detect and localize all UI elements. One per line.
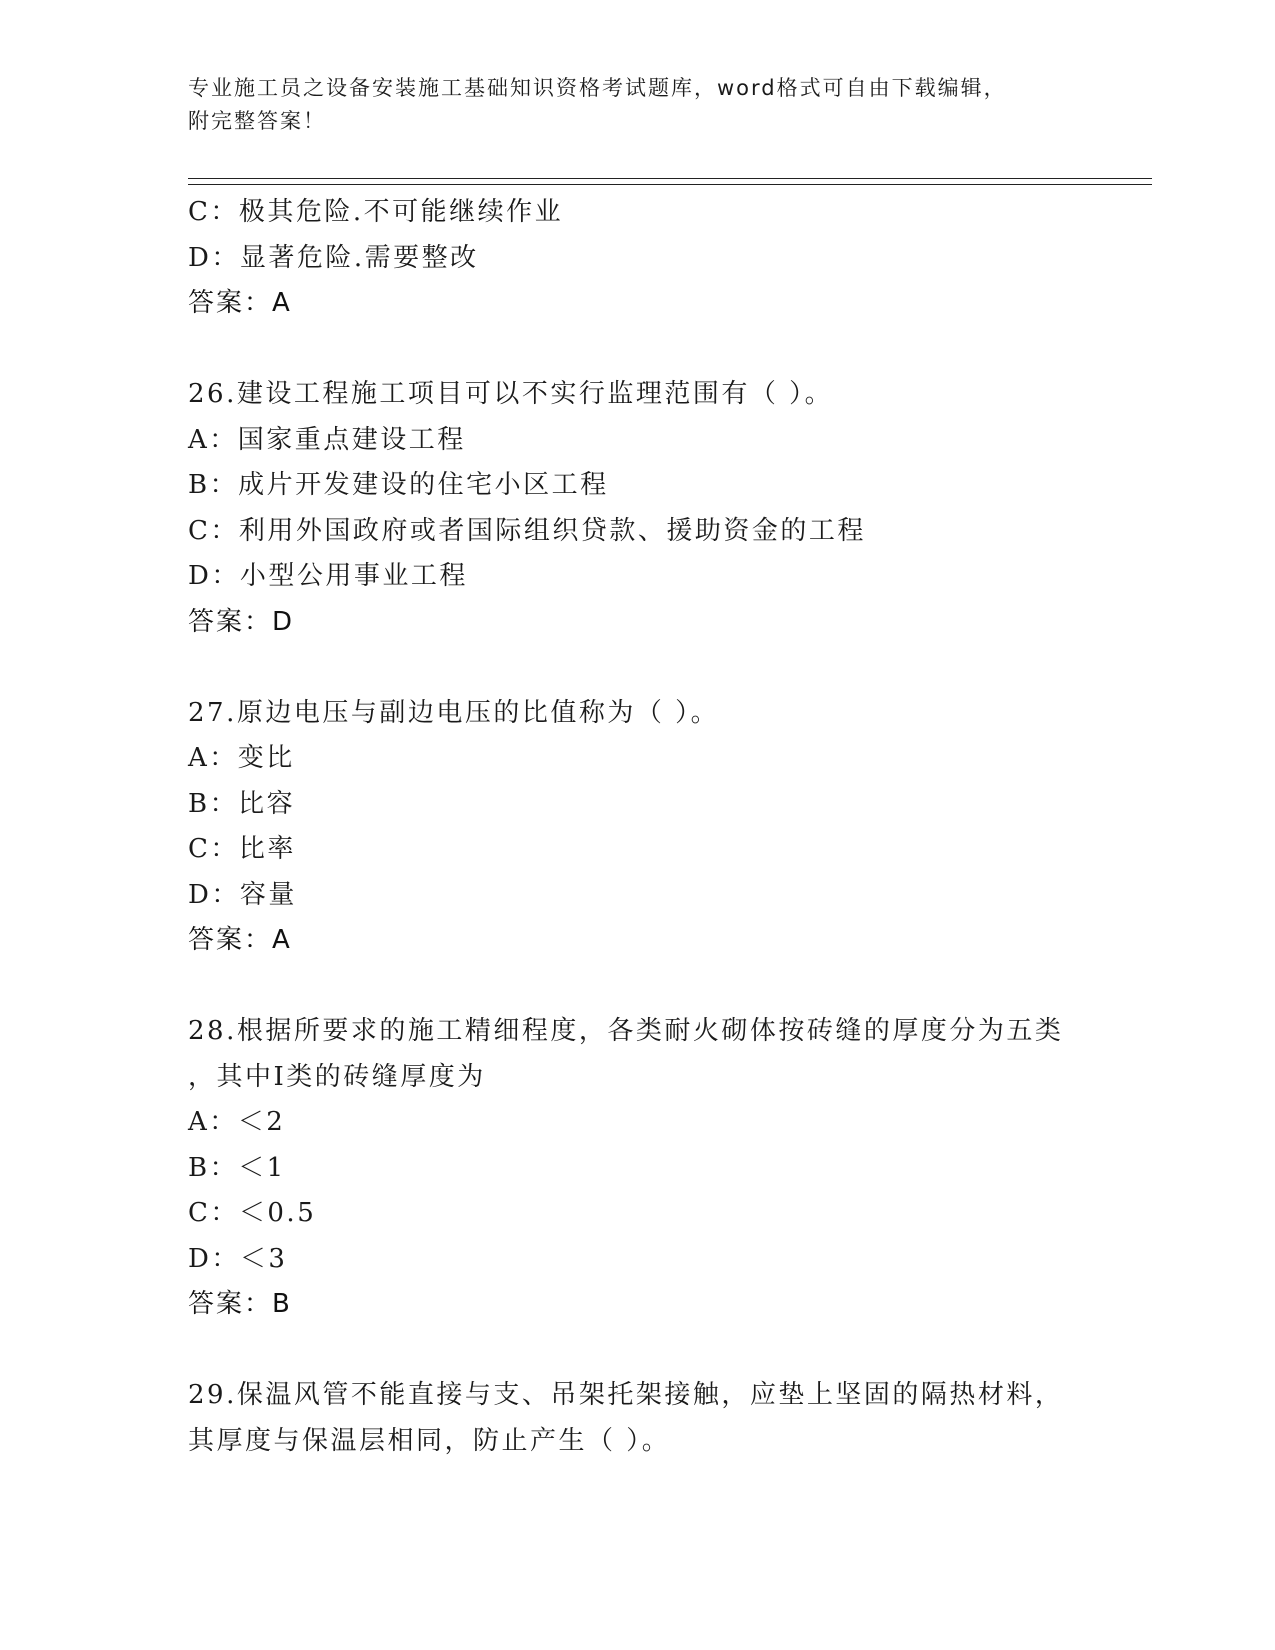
- header-line-1: 专业施工员之设备安装施工基础知识资格考试题库，word格式可自由下载编辑，: [188, 76, 1007, 100]
- option-a: A：国家重点建设工程: [188, 424, 466, 455]
- option-c: C：极其危险.不可能继续作业: [188, 197, 564, 227]
- document-header: [188, 72, 1068, 138]
- answer-line: 答案：D: [188, 606, 295, 637]
- answer-line: 答案：B: [188, 1289, 292, 1319]
- option-d: D：小型公用事业工程: [188, 561, 468, 591]
- spacer: [188, 964, 1088, 1010]
- answer-line: 答案：A: [188, 925, 292, 955]
- header-divider-top: [188, 178, 1152, 179]
- question-block-26: [188, 372, 1088, 645]
- question-block-25: [188, 190, 1088, 327]
- option-d: D：＜3: [188, 1243, 288, 1274]
- option-a: A：＜2: [188, 1107, 286, 1137]
- header-line-2: 附完整答案！: [188, 109, 326, 133]
- spacer: [188, 1328, 1088, 1374]
- question-block-27: [188, 691, 1088, 964]
- option-c: C：＜0.5: [188, 1198, 317, 1228]
- question-text-line-1: 29.保温风管不能直接与支、吊架托架接触，应垫上坚固的隔热材料，: [188, 1380, 1064, 1410]
- question-block-28: [188, 1009, 1088, 1328]
- option-b: B：成片开发建设的住宅小区工程: [188, 470, 609, 500]
- option-c: C：利用外国政府或者国际组织贷款、援助资金的工程: [188, 515, 866, 546]
- question-text-line-2: 其厚度与保温层相同，防止产生（ ）。: [188, 1425, 671, 1456]
- option-b: B：＜1: [188, 1152, 286, 1183]
- option-d: D：显著危险.需要整改: [188, 242, 479, 273]
- option-b: B：比容: [188, 788, 296, 819]
- spacer: [188, 645, 1088, 691]
- question-text: 26.建设工程施工项目可以不实行监理范围有（ ）。: [188, 379, 834, 409]
- question-list: [188, 190, 1088, 1464]
- question-text-line-1: 28.根据所要求的施工精细程度，各类耐火砌体按砖缝的厚度分为五类: [188, 1016, 1064, 1046]
- option-c: C：比率: [188, 834, 296, 864]
- header-divider-bottom: [188, 184, 1152, 185]
- question-text: 27.原边电压与副边电压的比值称为（ ）。: [188, 697, 720, 728]
- option-d: D：容量: [188, 879, 297, 910]
- answer-line: 答案：A: [188, 288, 292, 318]
- spacer: [188, 327, 1088, 373]
- option-a: A：变比: [188, 743, 295, 773]
- question-block-29: [188, 1373, 1088, 1464]
- question-text-line-2: ，其中Ⅰ类的砖缝厚度为: [188, 1061, 486, 1092]
